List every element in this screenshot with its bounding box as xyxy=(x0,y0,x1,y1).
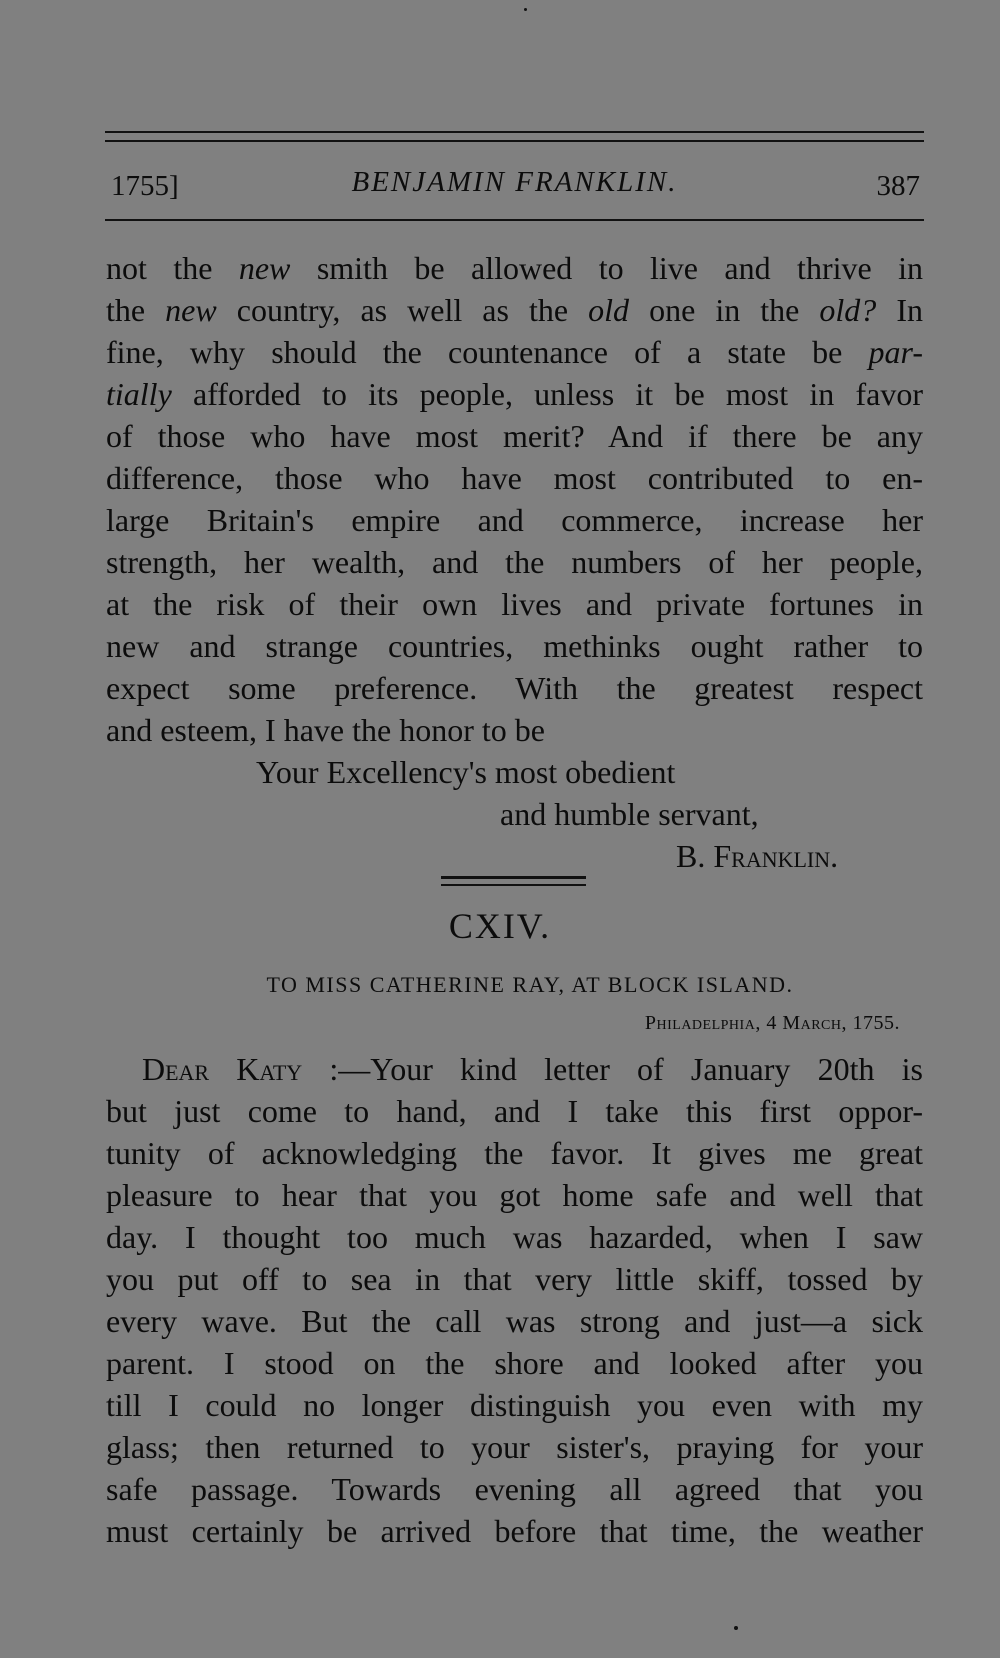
letter-addressee: TO MISS CATHERINE RAY, AT BLOCK ISLAND. xyxy=(266,972,794,997)
line-part: :—Your kind letter of January 20th is xyxy=(329,1051,924,1087)
text-line: safe passage. Towards evening all agreed that you xyxy=(106,1471,923,1507)
text-line: large Britain's empire and commerce, increase her xyxy=(106,502,923,538)
section-divider xyxy=(441,884,586,886)
letter-number: CXIV. xyxy=(448,906,552,946)
text-line: till I could no longer distinguish you even with my xyxy=(106,1387,923,1423)
signature: B. Franklin. xyxy=(676,838,839,874)
text-line: every wave. But the call was strong and just—a sick xyxy=(106,1303,923,1339)
text-line: but just come to hand, and I take this first oppor- xyxy=(106,1093,923,1129)
text-line: strength, her wealth, and the numbers of her people, xyxy=(106,544,923,580)
text-line: and esteem, I have the honor to be xyxy=(106,712,545,748)
header-year: 1755] xyxy=(111,170,179,202)
text-line xyxy=(106,331,923,373)
page-number: 387 xyxy=(876,170,920,202)
line-part: country, as well as the xyxy=(216,292,589,328)
line-part: new xyxy=(165,292,217,328)
line-part: par- xyxy=(868,334,923,370)
running-header xyxy=(105,166,924,206)
text-line xyxy=(106,289,923,331)
closing-line-1: Your Excellency's most obedient xyxy=(256,754,676,790)
text-line: difference, those who have most contributed to en- xyxy=(106,460,923,496)
text-line: of those who have most merit? And if there be any xyxy=(106,418,923,454)
header-rule-bottom xyxy=(105,219,924,221)
scan-speck xyxy=(734,1626,738,1630)
text-line: glass; then returned to your sister's, praying for your xyxy=(106,1429,923,1465)
line-part: new xyxy=(238,250,291,286)
letter-dateline: Philadelphia, 4 March, 1755. xyxy=(644,1012,900,1034)
text-line: at the risk of their own lives and private fortunes in xyxy=(106,586,923,622)
text-line: you put off to sea in that very little skiff, tossed by xyxy=(106,1261,923,1297)
line-part: afforded to its people, unless it be most in favor xyxy=(171,376,923,412)
text-line: expect some preference. With the greatest respect xyxy=(106,670,923,706)
line-part: not the xyxy=(106,250,239,286)
line-part: old xyxy=(588,292,630,328)
text-line: pleasure to hear that you got home safe and well that xyxy=(106,1177,923,1213)
header-title: BENJAMIN FRANKLIN. xyxy=(351,166,678,198)
line-part: the xyxy=(106,292,166,328)
scan-speck xyxy=(524,8,527,11)
header-rule-top-2 xyxy=(105,140,924,142)
line-part: In xyxy=(876,292,923,328)
line-part: old? xyxy=(819,292,877,328)
line-part: smith be allowed to live and thrive in xyxy=(290,250,924,286)
text-line: day. I thought too much was hazarded, when I saw xyxy=(106,1219,923,1255)
closing-line-2: and humble servant, xyxy=(500,796,759,832)
text-line: new and strange countries, methinks ought rather to xyxy=(106,628,923,664)
text-line xyxy=(106,1048,923,1090)
section-divider xyxy=(441,876,586,879)
line-part: one in the xyxy=(629,292,820,328)
salutation: Dear Katy xyxy=(142,1051,303,1087)
line-part: fine, why should the countenance of a state be xyxy=(106,334,869,370)
text-line xyxy=(106,247,923,289)
line-part: tially xyxy=(106,376,172,412)
text-line xyxy=(106,373,923,415)
text-line: must certainly be arrived before that time, the weather xyxy=(106,1513,923,1549)
text-line: tunity of acknowledging the favor. It gives me great xyxy=(106,1135,923,1171)
text-line: parent. I stood on the shore and looked after you xyxy=(106,1345,923,1381)
header-rule-top-1 xyxy=(105,131,924,133)
